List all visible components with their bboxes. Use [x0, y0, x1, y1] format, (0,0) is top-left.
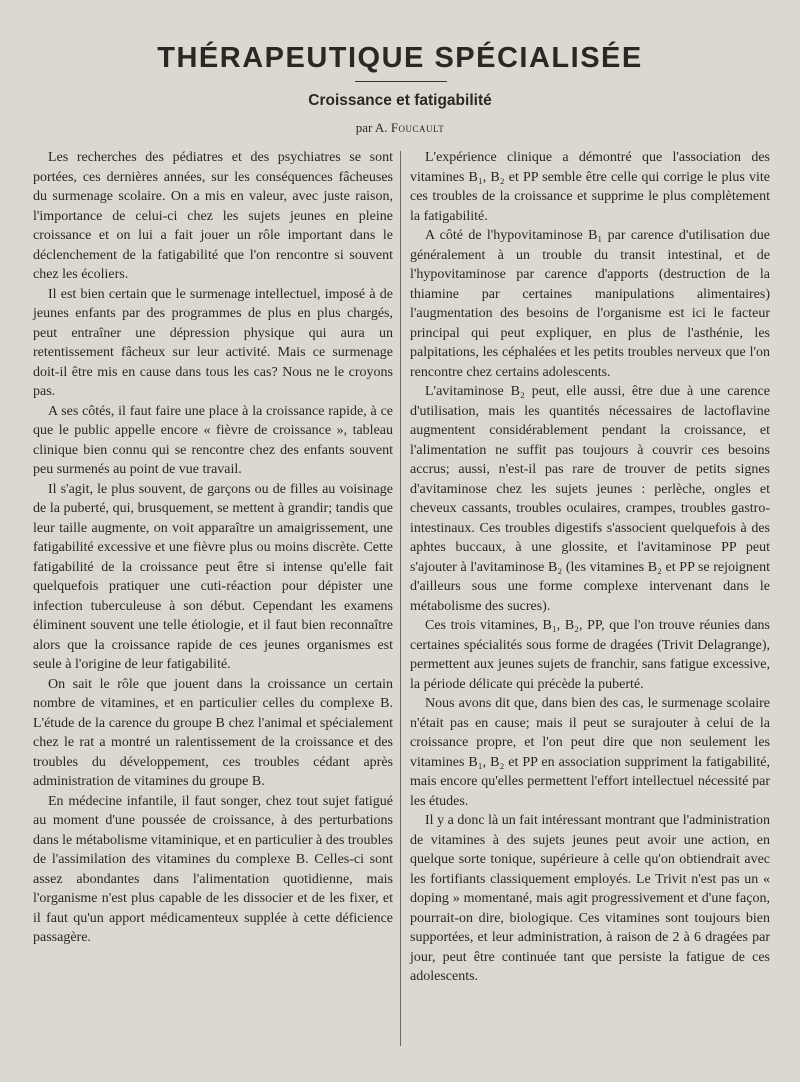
right-column [410, 148, 770, 987]
paragraph: L'avitaminose B₂ peut, elle aussi, être due à une carence d'utilisation, mais les quantités nécessaires de lactoflavine augmentent considérablement pendant la croissance, et l'alimentation ne suffit pas toujours à couvrir ces besoins accrus; aussi, n'est-il pas rare de trouver de petits signes d'avitaminose chez les sujets jeunes : perlèche, ongles et cheveux cassants, troubles oculaires, crampes, troubles gastro-intestinaux. Ces troubles digestifs s'associent quelquefois à des aphtes buccaux, à une glossite, et l'avitaminose PP peut s'ajouter à l'avitaminose B₂ (les vitamines B₂ et PP se rejoignent d'ailleurs sous une forme complexe intervenant dans le métabolisme des sucres). [410, 384, 770, 614]
paragraph: Il est bien certain que le surmenage intellectuel, imposé à de jeunes enfants par des programmes de plus en plus chargés, peut entraîner une dépression physique qui aura un retentissement fâcheux sur leur activité. Mais ce surmenage doit-il être mis en cause dans tous les cas? Nous ne le croyons pas. [33, 286, 393, 399]
paragraph: Les recherches des pédiatres et des psychiatres se sont portées, ces dernières années, sur les conséquences fâcheuses du surmenage scolaire. On a mis en valeur, avec juste raison, l'importance de celui-ci chez les sujets jeunes en pleine croissance et on lui a fait jouer un rôle important dans le déclenchement de la fatigabilité que l'on rencontre si souvent chez les écoliers. [33, 150, 393, 282]
byline [0, 120, 800, 136]
paragraph: Nous avons dit que, dans bien des cas, le surmenage scolaire n'était pas en cause; mais il peut se surajouter à celui de la croissance propre, et l'on peut dire que non seulement les vitamines B₁, B₂ et PP en association suppriment la fatigabilité, mais encore qu'elles permettent l'effort intellectuel nécessité par les études. [410, 696, 770, 809]
left-column [33, 148, 393, 948]
paragraph: A ses côtés, il faut faire une place à la croissance rapide, à ce que le public appelle encore « fièvre de croissance », tableau clinique bien connu qui se rencontre chez des enfants souvent peu surmenés au point de vue travail. [33, 403, 393, 477]
paragraph: A côté de l'hypovitaminose B₁ par carence d'utilisation due généralement à un trouble du transit intestinal, et de l'hypovitaminose par carence d'apports (destruction de la thiamine par certaines manipulations alimentaires) l'augmentation des besoins de l'organisme est ici le facteur principal qui peut expliquer, en plus de l'asthénie, les palpitations, les céphalées et les petits troubles nerveux que l'on rencontre chez certains adolescents. [410, 228, 770, 380]
paragraph: L'expérience clinique a démontré que l'association des vitamines B₁, B₂ et PP semble être celle qui corrige le plus vite ces troubles de la croissance et supprime le plus complètement la fatigabilité. [410, 150, 770, 224]
page-title: THÉRAPEUTIQUE SPÉCIALISÉE [157, 42, 643, 74]
column-divider [400, 151, 401, 1046]
article-subtitle: Croissance et fatigabilité [308, 92, 492, 109]
paragraph: On sait le rôle que jouent dans la croissance un certain nombre de vitamines, et en particulier celles du complexe B. L'étude de la carence du groupe B chez l'animal et spécialement chez le rat a montré un ralentissement de la croissance et des troubles du développement, ces troubles cédant après administration de vitamines du groupe B. [33, 676, 393, 789]
author-name: Foucault [390, 120, 445, 135]
paragraph: Ces trois vitamines, B₁, B₂, PP, que l'on trouve réunies dans certaines spécialités sous forme de dragées (Trivit Delagrange), permettent aux jeunes sujets de franchir, sans fatigue excessive, la période délicate qui précède la puberté. [410, 618, 770, 692]
paragraph: En médecine infantile, il faut songer, chez tout sujet fatigué au moment d'une poussée de croissance, à des perturbations dans le métabolisme vitaminique, et en particulier à des troubles de l'assimilation des vitamines du complexe B. Celles-ci sont assez abondantes dans l'alimentation quotidienne, mais l'organisme n'est plus capable de les dissocier et de les fixer, et il faut qu'un apport médicamenteux supplée à cette déficience passagère. [33, 793, 394, 945]
byline-prefix: par A. [355, 120, 388, 135]
paragraph: Il y a donc là un fait intéressant montrant que l'administration de vitamines à des sujets jeunes peut avoir une action, en quelque sorte tonique, supérieure à celle qu'on obtiendrait avec les fortifiants classiquement employés. Le Trivit n'est pas un « doping » momentané, mais agit progressivement et d'une façon, pourrait-on dire, biologique. Ces vitamines sont toujours bien supportées, et leur administration, à raison de 2 à 6 dragées par jour, peut être continuée tant que persiste la fatigue de ces adolescents. [410, 813, 770, 984]
title-underline [355, 81, 447, 82]
paragraph: Il s'agit, le plus souvent, de garçons ou de filles au voisinage de la puberté, qui, brusquement, se mettent à grandir; tandis que leur taille augmente, on voit apparaître un amaigrissement, une fatigabilité excessive et une fièvre plus ou moins discrète. Cette fatigabilité de la croissance peut être si intense qu'elle fait quelquefois pratiquer une cuti-réaction pour dépister une infection tuberculeuse à son début. Cependant les examens éliminent souvent une telle étiologie, et il faut bien reconnaître alors que la croissance rapide de ces jeunes organismes est seule à l'origine de leur fatigabilité. [33, 481, 393, 672]
